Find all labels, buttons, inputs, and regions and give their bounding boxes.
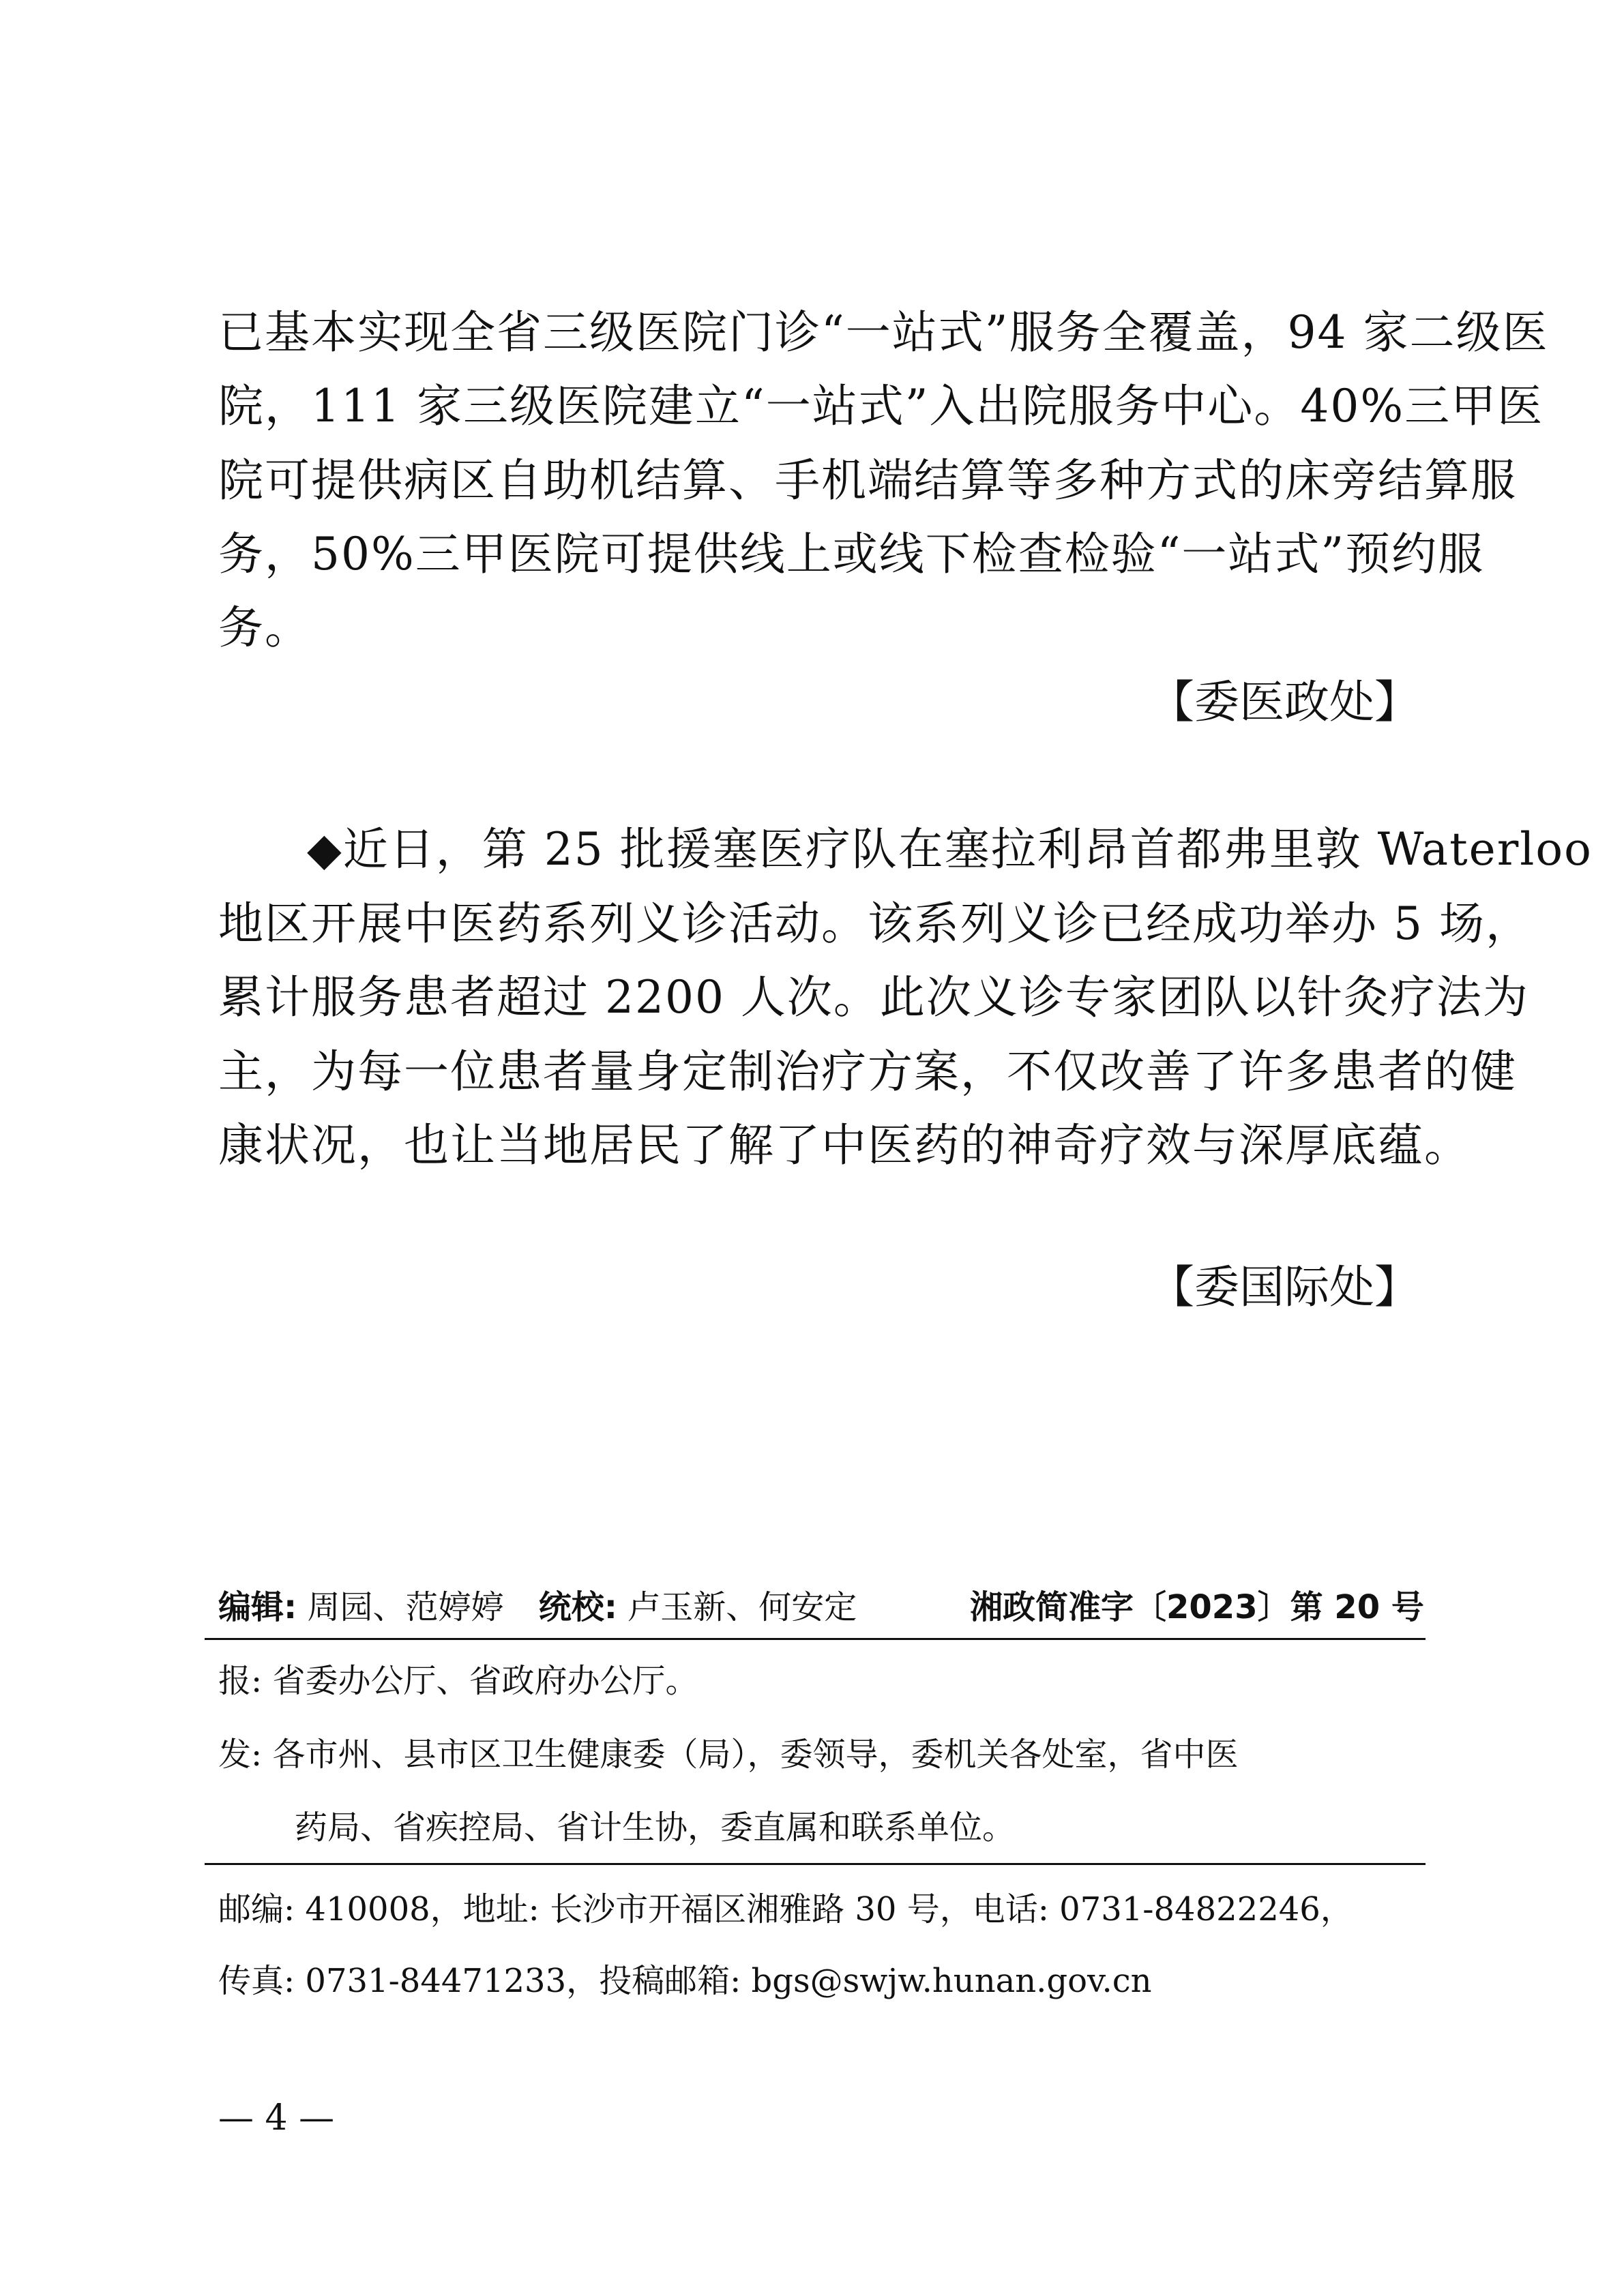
department-tag: 【委国际处】	[1149, 1261, 1419, 1313]
page-number: — 4 —	[218, 2098, 335, 2138]
paragraph-line: 康状况，也让当地居民了解了中医药的神奇疗效与深厚底蕴。	[218, 1119, 1471, 1172]
paragraph-line: 务。	[218, 601, 311, 654]
editor-line	[218, 1588, 857, 1626]
editor-label: 编辑:	[218, 1588, 297, 1626]
proofreader-label: 统校:	[538, 1588, 617, 1626]
report-line	[218, 1662, 698, 1700]
paragraph-line: 务，50%三甲医院可提供线上或线下检查检验“一站式”预约服	[218, 528, 1485, 580]
paragraph-line: ◆近日，第 25 批援塞医疗队在塞拉利昂首都弗里敦 Waterloo	[307, 823, 1593, 876]
paragraph-line: 已基本实现全省三级医院门诊“一站式”服务全覆盖，94 家二级医	[218, 306, 1549, 359]
divider	[205, 1863, 1426, 1865]
report-recipients: 省委办公厅、省政府办公厅。	[272, 1662, 698, 1700]
send-label: 发:	[218, 1735, 263, 1774]
paragraph-line: 累计服务患者超过 2200 人次。此次义诊专家团队以针灸疗法为	[218, 971, 1529, 1024]
editor-names: 周园、范婷婷	[307, 1588, 504, 1626]
proofreader-names: 卢玉新、何安定	[628, 1588, 857, 1626]
send-line	[218, 1735, 1239, 1774]
divider	[205, 1638, 1426, 1640]
paragraph-line: 院可提供病区自助机结算、手机端结算等多种方式的床旁结算服	[218, 454, 1517, 507]
paragraph-line: 主，为每一位患者量身定制治疗方案，不仅改善了许多患者的健	[218, 1045, 1517, 1098]
send-recipients-continued: 药局、省疾控局、省计生协，委直属和联系单位。	[295, 1808, 1016, 1847]
paragraph-line: 地区开展中医药系列义诊活动。该系列义诊已经成功举办 5 场，	[218, 897, 1532, 950]
contact-line: 传真: 0731-84471233，投稿邮箱: bgs@swjw.hunan.gov.cn	[218, 1962, 1152, 2000]
department-tag: 【委医政处】	[1149, 676, 1419, 728]
report-label: 报:	[218, 1662, 263, 1700]
permit-number: 湘政简准字〔2023〕第 20 号	[970, 1588, 1424, 1626]
send-recipients: 各市州、县市区卫生健康委（局），委领导，委机关各处室，省中医	[272, 1735, 1239, 1774]
contact-line: 邮编: 410008，地址: 长沙市开福区湘雅路 30 号，电话: 0731-84822246，	[218, 1890, 1353, 1928]
paragraph-line: 院，111 家三级医院建立“一站式”入出院服务中心。40%三甲医	[218, 380, 1544, 432]
